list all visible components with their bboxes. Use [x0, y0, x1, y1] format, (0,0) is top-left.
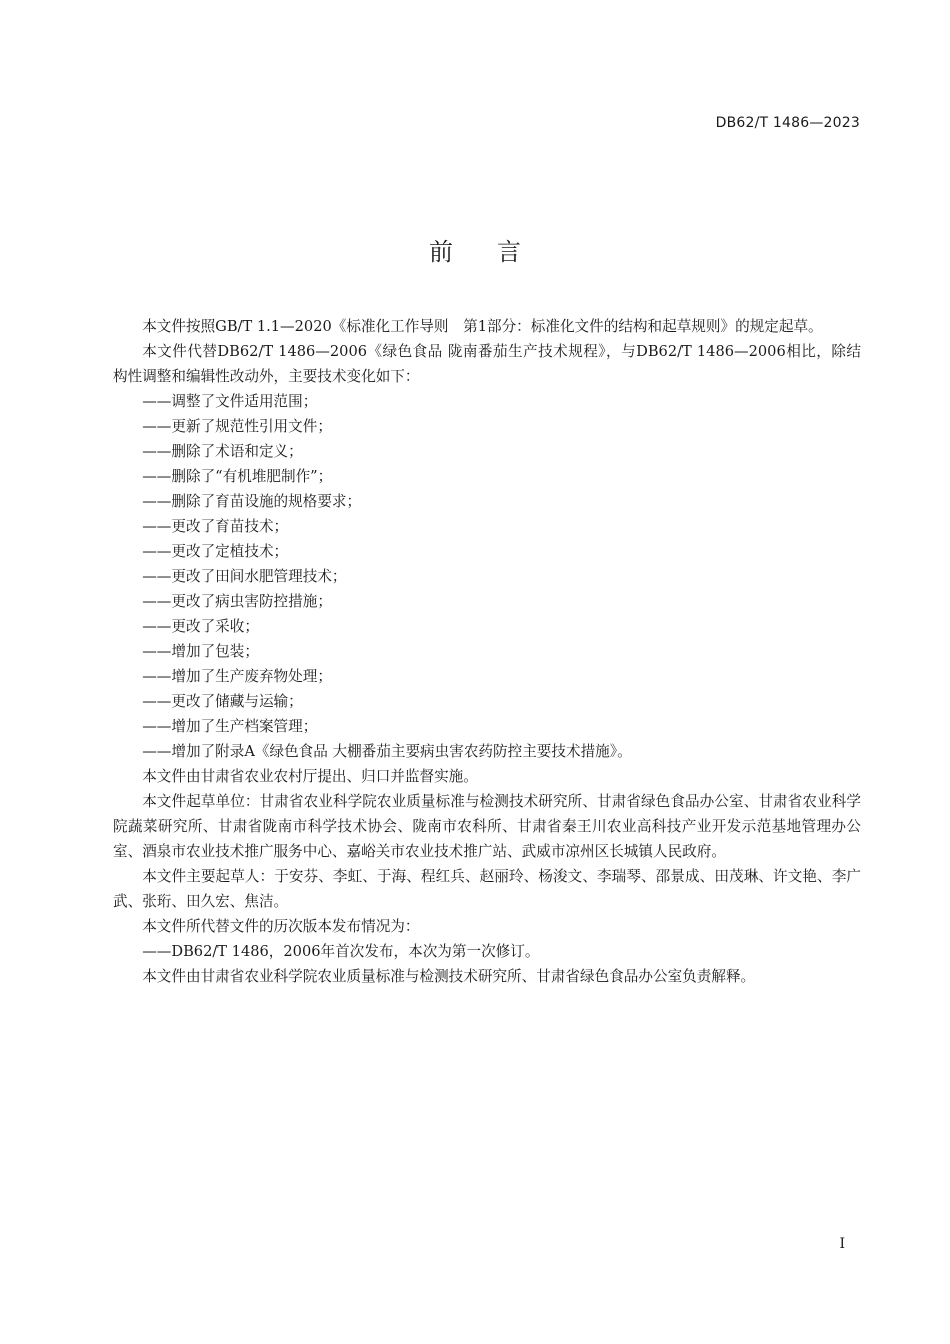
list-item: ——增加了附录A《绿色食品 大棚番茄主要病虫害农药防控主要技术措施》。 [142, 743, 632, 760]
page-title: 前言 [429, 238, 565, 266]
proposer-paragraph: 本文件由甘肃省农业农村厅提出、归口并监督实施。 [142, 768, 478, 785]
list-item: ——增加了生产档案管理； [142, 718, 318, 735]
document-body [113, 314, 861, 989]
drafters-paragraph: 本文件主要起草人：于安芬、李虹、于海、程红兵、赵丽玲、杨浚文、李瑞琴、邵景成、田茂琳、许文艳、李广武、张珩、田久宏、焦洁。 [113, 868, 861, 910]
list-item: ——更改了定植技术； [142, 543, 289, 560]
list-item: ——更改了田间水肥管理技术； [142, 568, 347, 585]
list-item: ——增加了生产废弃物处理； [142, 668, 332, 685]
list-item: ——更改了育苗技术； [142, 518, 289, 535]
list-item: ——更改了病虫害防控措施； [142, 593, 332, 610]
history-intro-paragraph: 本文件所代替文件的历次版本发布情况为： [142, 918, 420, 935]
page-number: I [839, 1236, 845, 1252]
replacement-paragraph: 本文件代替DB62/T 1486—2006《绿色食品 陇南番茄生产技术规程》，与DB62/T 1486—2006相比，除结构性调整和编辑性改动外，主要技术变化如下： [113, 343, 861, 385]
list-item: ——删除了“有机堆肥制作”； [142, 468, 333, 485]
history-item: ——DB62/T 1486，2006年首次发布，本次为第一次修订。 [142, 943, 540, 960]
list-item: ——删除了育苗设施的规格要求； [142, 493, 362, 510]
list-item: ——增加了包装； [142, 643, 259, 660]
basis-paragraph: 本文件按照GB/T 1.1—2020《标准化工作导则 第1部分：标准化文件的结构和起草规则》的规定起草。 [142, 318, 823, 335]
drafting-units-paragraph: 本文件起草单位：甘肃省农业科学院农业质量标准与检测技术研究所、甘肃省绿色食品办公室、甘肃省农业科学院蔬菜研究所、甘肃省陇南市科学技术协会、陇南市农科所、甘肃省秦王川农业高科技产业开发示范基地管理办公室、酒泉市农业技术推广服务中心、嘉峪关市农业技术推广站、武威市凉州区长城镇人民政府。 [113, 793, 861, 860]
interpretation-paragraph: 本文件由甘肃省农业科学院农业质量标准与检测技术研究所、甘肃省绿色食品办公室负责解释。 [142, 968, 756, 985]
list-item: ——更新了规范性引用文件； [142, 418, 332, 435]
list-item: ——更改了采收； [142, 618, 259, 635]
list-item: ——调整了文件适用范围； [142, 393, 318, 410]
changes-list [113, 389, 861, 764]
list-item: ——更改了储藏与运输； [142, 693, 303, 710]
standard-code: DB62/T 1486—2023 [715, 115, 860, 131]
list-item: ——删除了术语和定义； [142, 443, 303, 460]
